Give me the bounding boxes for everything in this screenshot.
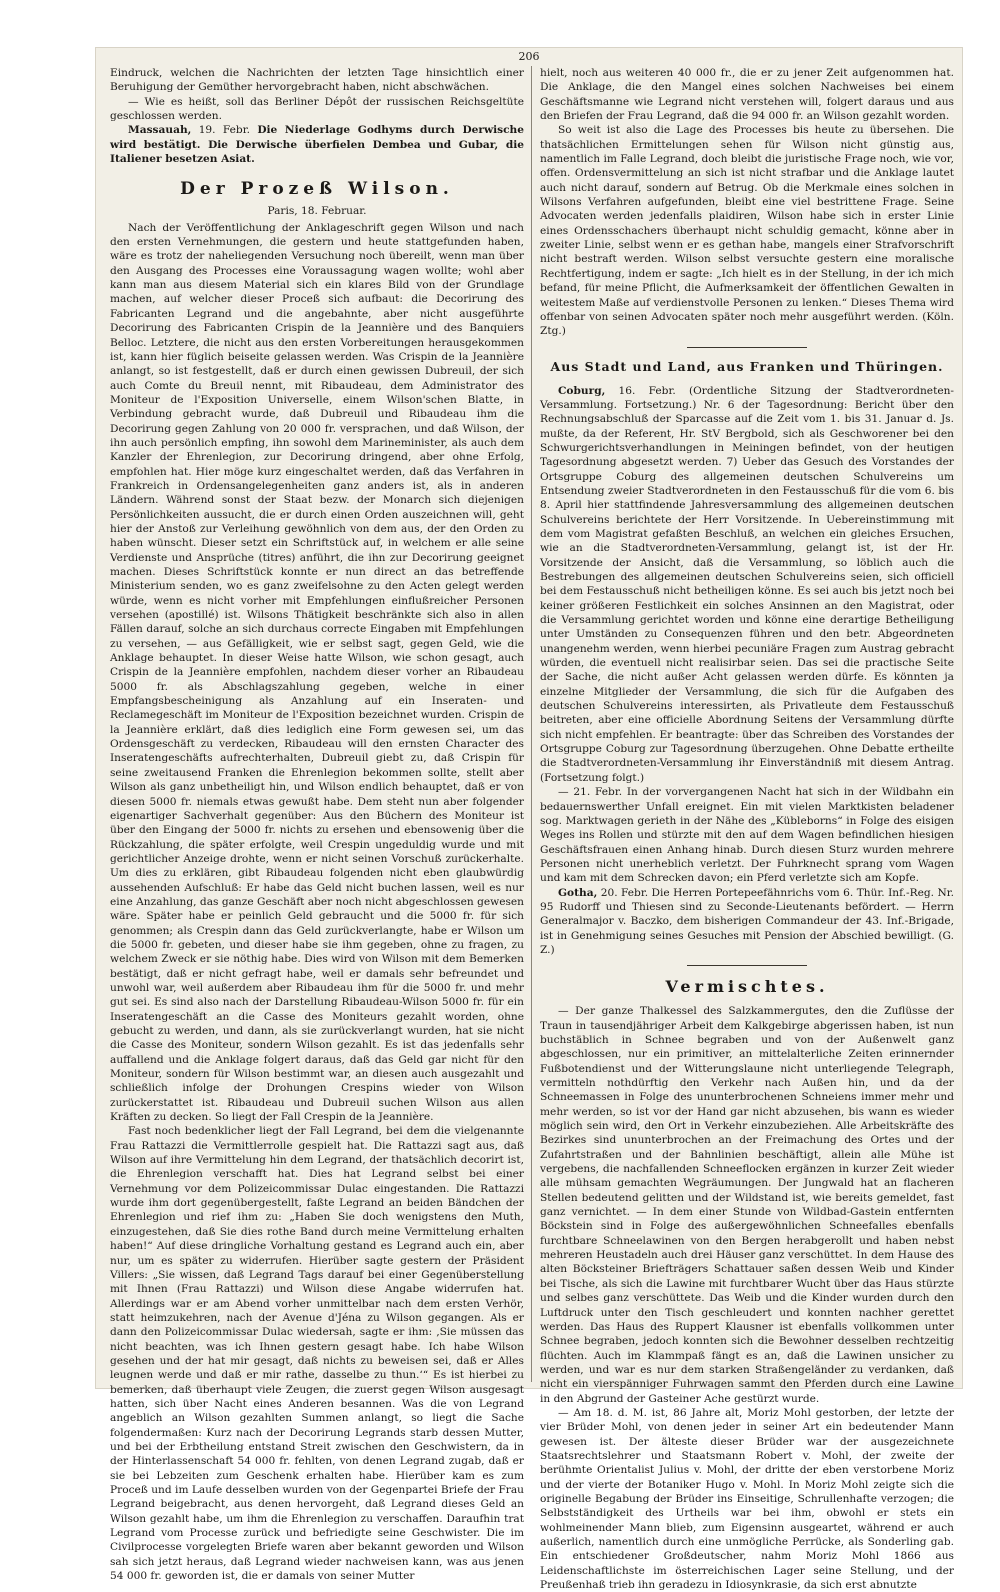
wilson-dateline: Paris, 18. Februar. — [267, 205, 367, 218]
miscellaneous-title: Vermischtes. — [665, 977, 829, 997]
coburg-accident-paragraph: — 21. Febr. In der vorvergangenen Nacht hat sich in der Wildbahn ein bedauernswerther Unfall ereignet. Ein mit vielen Marktkisten beladener sog. Marktwagen gerieth in der Nähe des „Kübleborns“ in Folge des eisigen Weges ins Rollen und stürzte mit den auf dem Wagen befindlichen hiesigen Geschäftsfrauen einen Anhang hinab. Durch diesen Sturz wurden mehrere Personen nicht unerheblich verletzt. Der Fuhrknecht sprang vom Wagen und kam mit dem Schrecken davon; ein Pferd verletzte sich am Kopfe. — [540, 786, 954, 885]
wilson-continued-paragraph: hielt, noch aus weiteren 40 000 fr., die er zu jener Zeit aufgenommen hat. Die Anklage, die den Mangel eines solchen Nachweises bei einem Geschäftsmanne wie Legrand nicht verstehen will, folgert daraus und aus den Briefen der Frau Legrand, daß die 94 000 fr. an Wilson gezahlt worden. — [540, 67, 954, 123]
page-number: 206 — [518, 50, 540, 63]
wilson-conclusion-paragraph: So weit ist also die Lage des Processes bis heute zu übersehen. Die thatsächlichen Ermittelungen sehen für Wilson nicht günstig aus, namentlich im Falle Legrand, doch bleibt die juristische Frage noch, wie vor, offen. Ordensvermittelung an sich ist nicht strafbar und die Anklage lautet auch nicht darauf, sondern auf Betrug. Ob die Merkmale eines solchen in Wilsons Verfahren aufgefunden, bleibt eine viel bestrittene Frage. Seine Advocaten werden jedenfalls plaidiren, Wilson habe sich in erster Linie eines Ordensschachers überhaupt nicht schuldig gemacht, könne aber in zweiter Linie, selbst wenn er es gethan habe, mangels einer Strafvorschrift nicht bestraft werden. Wilson selbst versuchte gestern eine moralische Rechtfertigung, indem er sagte: „Ich hielt es in der Stellung, in der ich mich befand, für meine Pflicht, die Aufmerksamkeit der öffentlichen Gewalten in weitestem Maße auf verdienstvolle Personen zu lenken.“ Dieses Thema wird offenbar von seinen Advocaten später noch mehr ausgeführt werden. (Köln. Ztg.) — [540, 124, 954, 338]
gotha-paragraph — [540, 886, 954, 958]
right-column — [540, 66, 954, 1592]
section-rule — [687, 347, 807, 348]
massauah-text: Die Niederlage Godhyms durch Derwische wird bestätigt. Die Derwische überfielen Dembea und Gubar, die Italiener besetzen Asiat. — [110, 124, 524, 166]
newspaper-page — [96, 48, 962, 1592]
column-divider — [531, 66, 532, 1382]
massauah-date: 19. Febr. — [198, 124, 250, 137]
wilson-headline: Der Prozeß Wilson. — [180, 179, 454, 200]
gotha-place: Gotha, — [558, 886, 598, 899]
intro-paragraph: Eindruck, welchen die Nachrichten der letzten Tage hinsichtlich einer Beruhigung der Gemüther hervorgebracht haben, nicht abschwächen. — [110, 67, 524, 94]
massauah-place: Massauah, — [128, 124, 192, 137]
gotha-text: 20. Febr. Die Herren Portepeefähnrichs vom 6. Thür. Inf.-Reg. Nr. 95 Rudorff und Thiesen sind zu Seconde-Lieutenants befördert. — Herrn Generalmajor v. Baczko, dem bisherigen Commandeur der 43. Inf.-Brigade, ist in Genehmigung seines Gesuches mit Pension der Abschied bewilligt. (G. Z.) — [540, 886, 954, 956]
regional-section-title: Aus Stadt und Land, aus Franken und Thüringen. — [550, 358, 944, 374]
salzkammergut-paragraph: — Der ganze Thalkessel des Salzkammergutes, den die Zuflüsse der Traun in tausendjähriger Arbeit dem Kalkgebirge abgerissen haben, ist nun buchstäblich in Schnee begraben und von der Außenwelt ganz abgeschlossen, nur ein primitiver, an mittelalterliche Zeiten erinnernder Fußbotendienst und der Witterungslaune nicht unterliegende Telegraph, vermitteln nothdürftig den Verkehr nach Außen hin, und da der Schneemassen in Folge des ununterbrochenen Schneiens immer mehr und mehr werden, so ist vor der Hand gar nicht abzusehen, bis wann es wieder möglich sein wird, den Ort in Verkehr einzubeziehen. Alle Arbeitskräfte des Bezirkes sind ununterbrochen an der Freimachung des Ortes und der Zufahrtstraßen und der Bahnlinien beschäftigt, allein alle Mühe ist vergebens, die nachfallenden Schneeflocken ergänzen in kurzer Zeit wieder alle mühsam gemachten Wegräumungen. Der Jungwald hat an flacheren Stellen bedeutend gelitten und der Wildstand ist, wie bereits gemeldet, fast ganz vernichtet. — In dem einer Stunde von Wildbad-Gastein entfernten Böckstein sind in Folge des außergewöhnlichen Schneefalles ebenfalls furchtbare Schneelawinen von den Bergen herabgerollt und haben nebst mehreren Heustadeln auch drei Häuser ganz verschüttet. In dem Hause des alten Böcksteiner Briefträgers Schattauer saßen dessen Weib und Kinder bei Tische, als sich die Lawine mit furchtbarer Wucht über das Haus stürzte und selbes ganz verschüttete. Das Weib und die Kinder wurden durch den Luftdruck unter den Tisch geschleudert und konnten nachher gerettet werden. Das Haus des Ruppert Klausner ist ebenfalls vollkommen unter Schnee begraben, jedoch konnten sich die Bewohner desselben rechtzeitig flüchten. Auch im Klammpaß fängt es an, daß die Lawinen unsicher zu werden, und war es nur dem starken Straßengeländer zu verdanken, daß nicht ein vierspänniger Fuhrwagen sammt den Pferden durch eine Lawine in den Abgrund der Gasteiner Ache gestürzt wurde. — [540, 1005, 954, 1405]
coburg-text: 16. Febr. (Ordentliche Sitzung der Stadtverordneten-Versammlung. Fortsetzung.) Nr. 6 der Tagesordnung: Bericht über den Rechnungsabschluß der Sparcasse auf die Zeit vom 1. bis 31. Januar d. Js. mußte, da der Referent, Hr. StV Bergbold, sich als Geschworener bei den Schwurgerichtsverhandlungen in Meiningen befindet, von der heutigen Tagesordnung abgesetzt werden. 7) Ueber das Gesuch des Vorstandes der Ortsgruppe Coburg des allgemeinen deutschen Schulvereins um Entsendung zweier Stadtverordneten in den Festausschuß für die vom 6. bis 8. April hier stattfindende Jahresversammlung des allgemeinen deutschen Schulvereins berichtete der Herr Vorsitzende. In Uebereinstimmung mit dem vom Magistrat gefaßten Beschluß, an welchen ein gleiches Ersuchen, wie an die Stadtverordneten-Versammlung, gelangt ist, ist der Hr. Vorsitzende der Ansicht, daß die Versammlung, so löblich auch die Bestrebungen des allgemeinen deutschen Schulvereins seien, sich officiell bei dem Festausschuß nicht betheiligen könne. Es sei auch bis jetzt noch bei keiner größeren Festlichkeit ein solches Ansinnen an den Magistrat, oder die Versammlung gerichtet worden und könne eine derartige Betheiligung unter Umständen zu Consequenzen führen und den betr. Abgeordneten unangenehm werden, wenn hierbei pecuniäre Fragen zum Austrag gebracht würden, die eventuell nicht realisirbar seien. Das sei die practische Seite der Sache, die nicht außer Acht gelassen werden dürfe. Es könnten ja einzelne Mitglieder der Versammlung, die sich für die Aufgaben des deutschen Schulvereins interessirten, als Privatleute dem Festausschuß beitreten, aber eine officielle Abordnung Seitens der Versammlung dürfte sich nicht empfehlen. Er beantragte: über das Schreiben des Vorstandes der Ortsgruppe Coburg zur Tagesordnung überzugehen. Ohne Debatte ertheilte die Stadtverordneten-Versammlung ihr Einverständniß mit diesem Antrag. (Fortsetzung folgt.) — [540, 384, 954, 784]
berlin-paragraph: — Wie es heißt, soll das Berliner Dépôt der russischen Reichsgeltüte geschlossen werden. — [110, 95, 524, 123]
left-column — [110, 66, 524, 1583]
wilson-paragraph-1: Nach der Veröffentlichung der Anklageschrift gegen Wilson und nach den ersten Vernehmungen, die gestern und heute stattgefunden haben, wäre es trotz der naheliegenden Versuchung noch übereilt, wenn man über den Ausgang des Processes eine Voraussagung wagen wollte; wohl aber kann man aus diesem Material sich ein klares Bild von der Grundlage machen, auf welcher dieser Proceß sich aufbaut: die Decorirung des Fabricanten Legrand und die angebahnte, aber nicht ausgeführte Decorirung des Fabricanten Crispin de la Jeannière und des Banquiers Belloc. Letztere, die nicht aus den ersten Vorbereitungen herausgekommen ist, kann hier füglich beiseite gelassen werden. Was Crispin de la Jeannière anlangt, so ist festgestellt, daß er durch einen gewissen Dubreuil, der sich auch Comte du Breuil nennt, mit Ribaudeau, dem Administrator des Moniteur de l'Exposition Universelle, einem Wilson'schen Blatte, in Verbindung gebracht wurde, daß Dubreuil und Ribaudeau ihm die Decorirung gegen Zahlung von 20 000 fr. versprachen, und daß Wilson, der ihn auch persönlich empfing, ihn sowohl dem Marineminister, als auch dem Kanzler der Ehrenlegion, zur Decorirung dringend, aber ohne Erfolg, empfohlen hat. Hier möge kurz eingeschaltet werden, daß das Verfahren in Frankreich in Ordensangelegenheiten ganz anders ist, als in anderen Ländern. Während sonst der Staat bezw. der Monarch sich diejenigen Persönlichkeiten aussucht, die er durch einen Orden auszeichnen will, geht hier der Anstoß zur Verleihung gewöhnlich von dem aus, der den Orden zu haben wünscht. Dieser setzt ein Schriftstück auf, in welchem er alle seine Verdienste und Ansprüche (titres) anführt, die ihn zur Decorirung geeignet machen. Dieses Schriftstück konnte er nun direct an das betreffende Ministerium senden, wo es ganz zweifelsohne zu den Acten gelegt werden würde, wenn es nicht vorher mit Empfehlungen einflußreicher Personen versehen (apostillé) ist. Wilsons Thätigkeit beschränkte sich also in allen Fällen darauf, solche an sich durchaus correcte Eingaben mit Empfehlungen zu versehen, — aus Gefälligkeit, wie er selbst sagt, gegen Geld, wie die Anklage behauptet. In dieser Weise hatte Wilson, wie schon gesagt, auch Crispin de la Jeannière empfohlen, nachdem dieser vorher an Ribaudeau 5000 fr. als Abschlagszahlung gegeben, welche in einer Empfangsbescheinigung als Anzahlung auf ein Inseraten- und Reclamegeschäft im Moniteur de l'Exposition bezeichnet wurden. Crispin de la Jeannière erklärt, daß dies lediglich eine Form gewesen sei, um das Ordensgeschäft zu verdecken, Ribaudeau will den ernsten Character des Inseratengeschäfts aufrechterhalten, Dubreuil giebt zu, daß Crispin für seine zweitausend Franken die Ehrenlegion bekommen sollte, stellt aber Wilson als ganz unbetheiligt hin, und Wilson endlich behauptet, daß er von diesen 5000 fr. niemals etwas gewußt habe. Dem steht nun aber folgender eigenartiger Sachverhalt gegenüber: Aus den Büchern des Moniteur ist über den Eingang der 5000 fr. nichts zu ersehen und ebensowenig über die Rückzahlung, die später erfolgte, weil Crespin ungeduldig wurde und mit gerichtlicher Anzeige drohte, wenn er nicht seinen Vorschuß zurückerhalte. Um dies zu erklären, gibt Ribaudeau folgenden nicht eben glaubwürdig aussehenden Aufschluß: Er habe das Geld nicht buchen lassen, weil es nur eine Anzahlung, das ganze Geschäft aber noch nicht abgeschlossen gewesen wäre. Später habe er peinlich Geld gebraucht und die 5000 fr. für sich genommen; als Crespin dann das Geld zurückverlangte, habe er Wilson um die 5000 fr. gebeten, und dieser habe sie ihm gegeben, ohne zu fragen, zu welchem Zweck er sie nöthig habe. Dies wird von Wilson mit dem Bemerken bestätigt, daß er nicht gefragt habe, weil er damals sehr befreundet und unwohl war, weil außerdem aber Ribaudeau ihm für die 5000 fr. und mehr gut sei. Es sind also nach der Darstellung Ribaudeau-Wilson 5000 fr. für ein Inseratengeschäft an die Casse des Moniteurs gezahlt worden, ohne gebucht zu werden, und dann, als sie zurückverlangt wurden, hat sie nicht die Casse des Moniteur, sondern Wilson gezahlt. Es ist das jedenfalls sehr auffallend und die Anklage folgert daraus, daß das Geld gar nicht für den Moniteur, sondern für Wilson bestimmt war, an diesen auch ausgezahlt und schließlich infolge der Drohungen Crespins wieder von Wilson zurückerstattet ist. Ribaudeau und Dubreuil suchen Wilson aus allen Kräften zu decken. So liegt der Fall Crespin de la Jeannière. — [110, 221, 524, 1124]
mohl-obituary-paragraph: — Am 18. d. M. ist, 86 Jahre alt, Moriz Mohl gestorben, der letzte der vier Brüder Mohl, von denen jeder in seiner Art ein bedeutender Mann gewesen ist. Der älteste dieser Brüder war der ausgezeichnete Staatsrechtslehrer und Staatsmann Robert v. Mohl, der zweite der berühmte Orientalist Julius v. Mohl, der dritte der eben verstorbene Moriz und der vierte der Botaniker Hugo v. Mohl. In Moriz Mohl zeigte sich die originelle Begabung der Brüder ins Einseitige, Schrullenhafte verzogen; die Selbstständigkeit des Urtheils war bei ihm, obwohl er stets ein wohlmeinender Mann blieb, zum Eigensinn ausgeartet, während er auch außerlich, namentlich durch eine unmögliche Perrücke, als Sonderling gab. Ein entschiedener Großdeutscher, nahm Moriz Mohl 1866 aus Leidenschaftlichste im österreichischen Lager seine Stellung, und der Preußenhaß trieb ihn geradezu in Idiosynkrasie, da sich erst abnutzte — [540, 1406, 954, 1592]
section-rule-2 — [687, 965, 807, 966]
wilson-paragraph-2: Fast noch bedenklicher liegt der Fall Legrand, bei dem die vielgenannte Frau Rattazzi die Vermittlerrolle gespielt hat. Die Rattazzi sagt aus, daß Wilson auf ihre Vermittelung hin dem Legrand, der thatsächlich decorirt ist, die Ehrenlegion verschafft hat. Dies hat Legrand selbst bei einer Vernehmung vor dem Polizeicommissar Dulac eingestanden. Die Rattazzi wurde ihm dort gegenübergestellt, faßte Legrand an beiden Bändchen der Ehrenlegion und rief ihm zu: „Haben Sie doch wenigstens den Muth, einzugestehen, daß Sie dies rothe Band durch meine Vermittelung erhalten haben!“ Auf diese dringliche Vorhaltung gestand es Legrand auch ein, aber nur, um es später zu widerrufen. Hierüber sagte gestern der Präsident Villers: „Sie wissen, daß Legrand Tags darauf bei einer Gegenüberstellung mit Ihnen (Frau Rattazzi) und Wilson diese Angabe widerrufen hat. Allerdings war er am Abend vorher unmittelbar nach dem ersten Verhör, statt heimzukehren, nach der Avenue d'Jéna zu Wilson gegangen. Als er dann den Polizeicommissar Dulac wiedersah, sagte er ihm: ‚Sie müssen das nicht beachten, was ich Ihnen gestern gesagt habe. Ich habe Wilson gesehen und der hat mir gesagt, daß nichts zu beweisen sei, daß er Alles leugnen werde und daß er mir rathe, dasselbe zu thun.‘“ Es ist hierbei zu bemerken, daß überhaupt viele Zeugen, die zuerst gegen Wilson ausgesagt hatten, sich über Nacht eines Anderen besannen. Was die von Legrand angeblich an Wilson gezahlten Summen anlangt, so liegt die Sache folgendermaßen: Kurz nach der Decorirung Legrands starb dessen Mutter, und bei der Erbtheilung entstand Streit zwischen den Geschwistern, da in der Hinterlassenschaft 54 000 fr. fehlten, von denen Legrand zugab, daß er sie bei Lebzeiten zum Geschenk erhalten habe. Hierüber kam es zum Proceß und im Laufe desselben wurden von der Gegenpartei Briefe der Frau Legrand beigebracht, aus denen hervorgeht, daß Legrand dieses Geld an Wilson gezahlt habe, um ihm die Ehrenlegion zu verschaffen. Daraufhin trat Legrand vom Processe zurück und befriedigte seine Geschwister. Die im Civilprocesse vorgelegten Briefe waren aber bekannt geworden und Wilson sah sich jetzt heraus, daß Legrand wieder nachweisen kann, was aus jenen 54 000 fr. geworden ist, die er damals von seiner Mutter — [110, 1125, 524, 1583]
coburg-paragraph — [540, 384, 954, 786]
massauah-paragraph — [110, 123, 524, 166]
coburg-place: Coburg, — [558, 384, 606, 397]
